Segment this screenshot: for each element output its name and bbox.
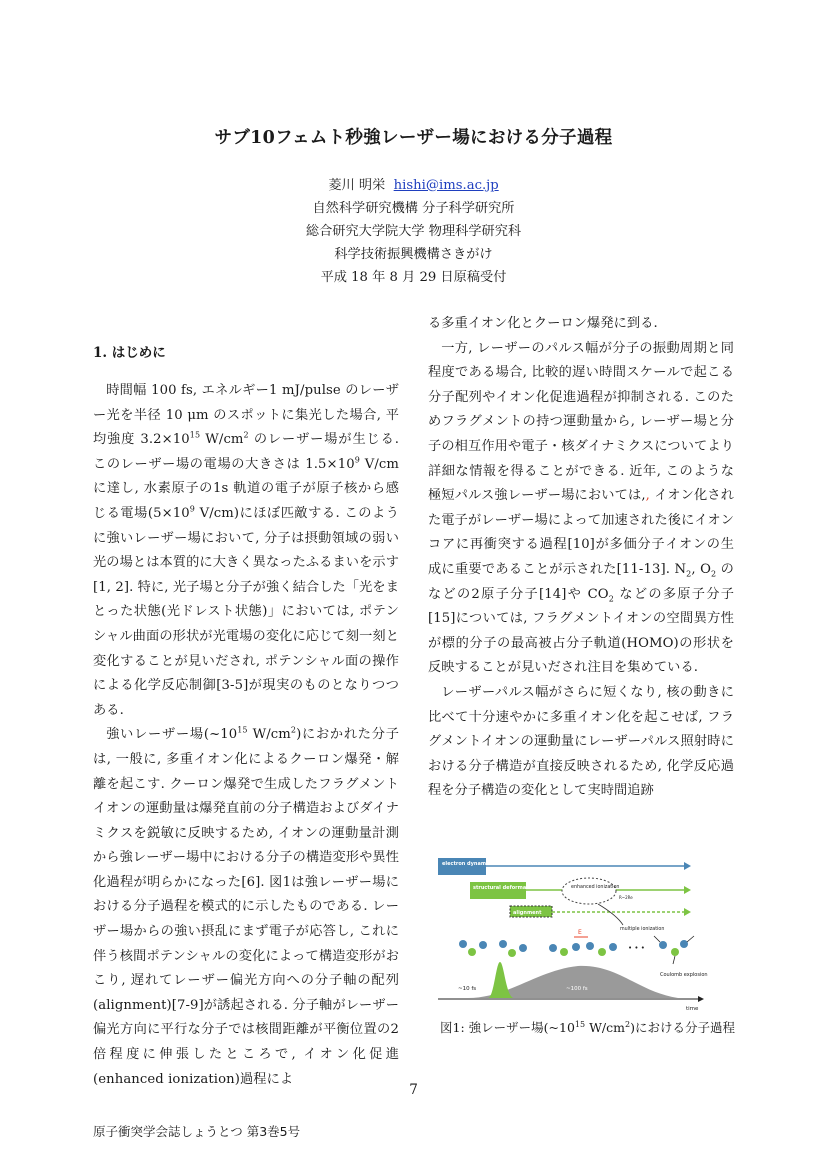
coulomb-label: Coulomb explosion bbox=[660, 972, 708, 978]
atom-green bbox=[560, 948, 568, 956]
atom-green bbox=[468, 948, 476, 956]
short-pulse-label: ~10 fs bbox=[458, 986, 477, 992]
long-pulse-label: ~100 fs bbox=[566, 986, 588, 992]
figure-caption: 図1: 強レーザー場($\sim 10^{15}$ $W/cm^2$)における分子過程 bbox=[440, 1019, 735, 1035]
r-label: R~2Re bbox=[619, 895, 633, 900]
right-paragraph-2: レーザーパルス幅がさらに短くなり, 核の動きに比べて十分速やかに多重イオン化を起こせば, フラグメントイオンの運動量にレーザーパルス照射時における分子構造が直接反映されるため, 化学反応過程を分子構造の変化として実時間追跡 bbox=[428, 684, 734, 799]
atom-green bbox=[598, 948, 606, 956]
atom-blue bbox=[519, 944, 527, 952]
atom-blue bbox=[586, 942, 594, 950]
electron-label: electron dynamics bbox=[442, 861, 494, 867]
atom-blue bbox=[572, 943, 580, 951]
structural-arrowhead bbox=[684, 886, 691, 894]
section-heading: 1. はじめに bbox=[93, 345, 166, 361]
affiliation-1: 自然科学研究機構 分子科学研究所 bbox=[312, 201, 515, 216]
atom-blue bbox=[549, 944, 557, 952]
enhanced-label: enhanced ionization bbox=[571, 885, 620, 890]
figure-1 bbox=[428, 852, 728, 1016]
explosion-arrow bbox=[654, 936, 660, 942]
multiple-label: multiple ionization bbox=[620, 927, 665, 932]
affiliation-3: 科学技術振興機構さきがけ bbox=[334, 247, 493, 262]
author-email[interactable]: hishi@ims.ac.jp bbox=[393, 178, 499, 193]
explosion-arrow bbox=[687, 936, 694, 942]
atom-green bbox=[508, 949, 516, 957]
alignment-arrowhead bbox=[684, 908, 691, 916]
atom-blue bbox=[680, 940, 688, 948]
field-label: E bbox=[578, 929, 582, 936]
left-column bbox=[93, 379, 399, 1092]
affiliation-2: 総合研究大学院大学 物理科学研究科 bbox=[305, 224, 522, 239]
structural-label: structural deformation bbox=[473, 885, 538, 891]
pointer-line bbox=[598, 904, 623, 925]
molecule-row bbox=[459, 936, 694, 964]
author-name: 菱川 明栄 bbox=[328, 178, 386, 193]
time-label: time bbox=[686, 1006, 699, 1012]
paper-title: サブ10フェムト秒強レーザー場における分子過程 bbox=[214, 128, 613, 148]
left-paragraph-2: 強いレーザー場($\sim 10^{15}$ $W/cm^2$)におかれた分子は, 一般に, 多重イオン化によるクーロン爆発・解離を起こす. クーロン爆発で生成したフラグメントイオンの運動量は爆発直前の分子構造およびダイナミクスを鋭敏に反映するため, イオンの運動量計測から強レーザー場中における分子の構造変形や異性化過程が明らかになった[6]. 図1は強レーザー場における分子過程を模式的に示したものである. レーザー場からの強い摂乱にまず電子が応答し, これに伴う核間ポテンシャルの変化によって構造変形がおこり, 遅れてレーザー偏光方向への分子軸の配列(alignment)[7-9]が誘起される. 分子軸がレーザー偏光方向に平行な分子では核間距離が平衡位置の2倍程度に伸張したところで, イオン化促進(enhanced ionization)過程によ bbox=[93, 725, 399, 1087]
author-line bbox=[0, 176, 827, 196]
enhanced-ionization-oval bbox=[562, 878, 616, 904]
atom-blue bbox=[479, 941, 487, 949]
atom-green bbox=[671, 948, 679, 956]
atom-blue bbox=[459, 940, 467, 948]
journal-footer: 原子衝突学会誌しょうとつ 第3巻5号 bbox=[93, 1124, 301, 1139]
electron-arrowhead bbox=[684, 862, 691, 870]
explosion-arrow bbox=[673, 956, 675, 964]
atom-blue bbox=[659, 941, 667, 949]
atom-blue bbox=[499, 940, 507, 948]
ellipsis: • • • bbox=[628, 944, 645, 952]
right-paragraph-1: 一方, レーザーのパルス幅が分子の振動周期と同程度である場合, 比較的遅い時間スケールで起こる分子配列やイオン化促進過程が抑制される. このためフラグメントの持つ運動量から, レーザー場と分子の相互作用や電子・核ダイナミクスについてより詳細な情報を得ることができる. 近年, このような極短パルス強レーザー場においては,, イオン化された電子がレーザー場によって加速された後にイオンコアに再衝突する過程[10]が多価分子イオンの生成に重要であることが示された[11-13]. $N_2$, $O_2$ のなどの2原子分子[14]や $CO_2$ などの多原子分子[15]については, フラグメントイオンの空間異方性が標的分子の最高被占分子軌道(HOMO)の形状を反映することが見いだされ注目を集めている. bbox=[428, 340, 735, 676]
alignment-label: alignment bbox=[513, 910, 542, 916]
page-number: 7 bbox=[409, 1082, 418, 1098]
time-axis-arrowhead bbox=[698, 996, 704, 1002]
right-paragraph-0: る多重イオン化とクーロン爆発に到る. bbox=[428, 316, 658, 331]
left-paragraph-1: 時間幅 100 fs, エネルギー1 mJ/pulse のレーザー光を半径 10 μm のスポットに集光した場合, 平均強度 $3.2\times 10^{15}$ $W/cm^2$ のレーザー場が生じる. このレーザー場の電場の大きさは $1.5\times 10^9$ V/cm に達し, 水素原子の1s 軌道の電子が原子核から感じる電場($5\times 10^9$ V/cm)にほぼ匹敵する. このように強いレーザー場において, 分子は摂動領域の弱い光の場とは本質的に大きく異なったふるまいを示す[1, 2]. 特に, 光子場と分子が強く結合した「光をまとった状態(光ドレスト状態)」においては, ポテンシャル曲面の形状が光電場の変化に応じて刻一刻と変化することが見いだされ, ポテンシャル面の操作による化学反応制御[3-5]が現実のものとなりつつある. bbox=[93, 383, 399, 718]
atom-blue bbox=[609, 943, 617, 951]
received-date: 平成 18 年 8 月 29 日原稿受付 bbox=[320, 270, 507, 285]
right-column bbox=[428, 312, 734, 804]
